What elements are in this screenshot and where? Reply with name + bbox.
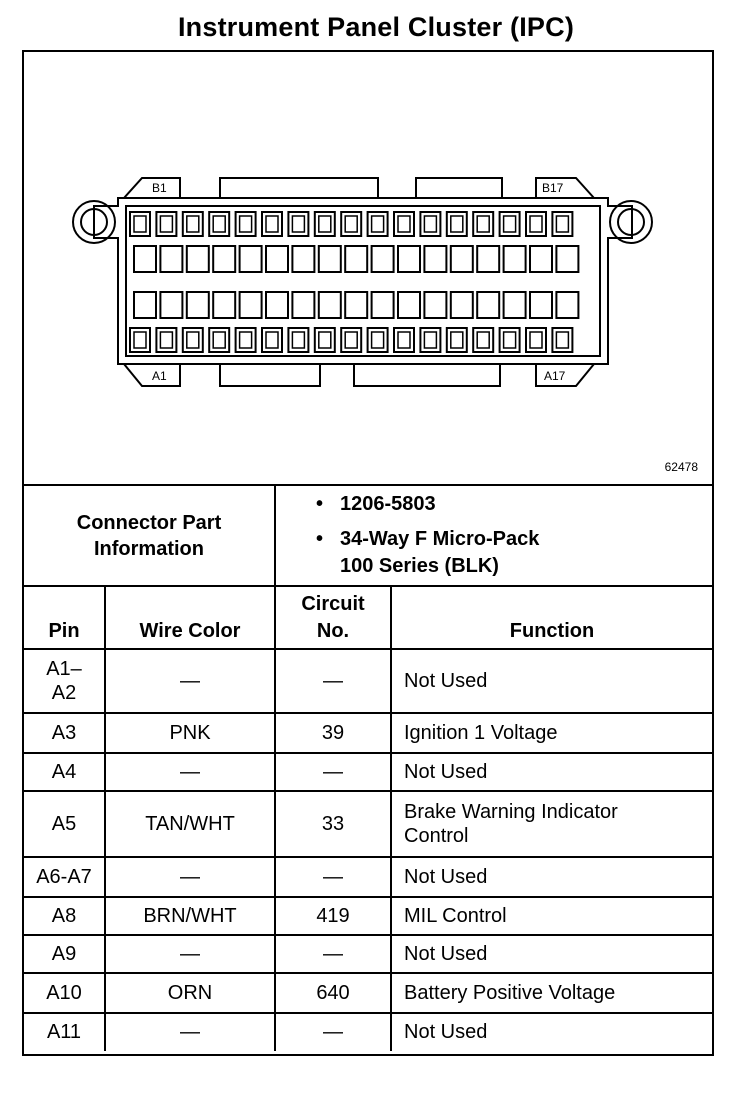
wire-color-cell: — [180, 761, 200, 783]
top-terminal-row-pin-2-contact [160, 216, 172, 232]
bottom-cavity-row-pin-2 [160, 292, 182, 318]
function-cell [392, 713, 712, 753]
circuit-number-cell: — [323, 943, 343, 965]
bottom-cavity-row-pin-5 [240, 292, 262, 318]
pin-line1: A8 [51, 905, 77, 927]
top-cavity-row-pin-11 [398, 246, 420, 272]
top-cavity-row-pin-14 [477, 246, 499, 272]
top-cavity-row-pin-1 [134, 246, 156, 272]
pin-line1: A3 [51, 722, 77, 744]
top-cavity-row-pin-13 [451, 246, 473, 272]
bottom-cavity-row-pin-10 [372, 292, 394, 318]
connector-body [94, 198, 632, 364]
function-line1: Battery Positive Voltage [404, 982, 616, 1004]
top-terminal-row-pin-16-contact [530, 216, 542, 232]
column-divider [390, 587, 392, 1051]
bottom-cavity-row-pin-12 [424, 292, 446, 318]
figure-number: 62478 [664, 460, 698, 474]
pin-label-b17: B17 [542, 181, 564, 195]
wire-color-cell: TAN/WHT [145, 813, 235, 835]
bottom-cavity-row-pin-7 [292, 292, 314, 318]
connector-tab-bottom-left [220, 364, 320, 386]
function-line1: Brake Warning Indicator [404, 801, 618, 823]
bottom-cavity-row-pin-17 [556, 292, 578, 318]
bottom-terminal-row-pin-8-contact [319, 332, 331, 348]
function-cell [392, 753, 712, 791]
pin-value [46, 981, 82, 1005]
connector-part-info [276, 486, 712, 586]
bottom-cavity-row-pin-4 [213, 292, 235, 318]
bottom-terminal-row-pin-7-contact [292, 332, 304, 348]
top-terminal-row-pin-14-contact [477, 216, 489, 232]
connector-sheet [22, 50, 714, 1056]
connector-inner-body [126, 206, 600, 356]
circuit-number-cell: 39 [321, 722, 345, 744]
pin-line1: A11 [46, 1021, 82, 1043]
page-title: Instrument Panel Cluster (IPC) [177, 12, 575, 42]
circuit-number-cell: — [323, 761, 343, 783]
circuit-number-cell: 419 [316, 905, 350, 927]
header-circuit-line1: Circuit [301, 593, 365, 615]
wire-color-cell: — [180, 1021, 200, 1043]
bottom-cavity-row-pin-16 [530, 292, 552, 318]
top-terminal-row-pin-4-contact [213, 216, 225, 232]
pin-cell [24, 791, 104, 857]
connector-part-label-line1: Connector Part [76, 512, 222, 534]
pin-line2: A2 [51, 682, 77, 704]
top-cavity-row-pin-16 [530, 246, 552, 272]
pin-cell [24, 897, 104, 935]
top-cavity-row-pin-7 [292, 246, 314, 272]
wire-color-cell: — [180, 866, 200, 888]
table-row [24, 791, 712, 857]
function-cell [392, 935, 712, 973]
header-wire-color: Wire Color [139, 620, 241, 642]
bottom-terminal-row-pin-15-contact [504, 332, 516, 348]
bottom-terminal-row-pin-9-contact [345, 332, 357, 348]
bottom-terminal-row-pin-13-contact [451, 332, 463, 348]
top-cavity-row-pin-3 [187, 246, 209, 272]
function-line1: Not Used [404, 761, 488, 783]
wire-color-cell: ORN [167, 982, 213, 1004]
function-cell [392, 791, 712, 857]
pin-cell [24, 973, 104, 1013]
top-cavity-row-pin-5 [240, 246, 262, 272]
pin-value [36, 865, 92, 889]
bottom-terminal-row-pin-5-contact [240, 332, 252, 348]
pin-value [46, 657, 82, 705]
connector-description-line2: 100 Series (BLK) [340, 555, 499, 577]
bottom-cavity-row-pin-13 [451, 292, 473, 318]
header-pin: Pin [48, 620, 80, 642]
pin-cell [24, 1013, 104, 1051]
bottom-terminal-row-pin-3-contact [187, 332, 199, 348]
function-line1: Not Used [404, 866, 488, 888]
function-value [404, 760, 487, 784]
table-row [24, 1013, 712, 1051]
pin-value [52, 760, 76, 784]
function-value [404, 865, 487, 889]
top-cavity-row-pin-4 [213, 246, 235, 272]
pin-label-a1: A1 [152, 369, 167, 383]
wire-color-cell: — [180, 670, 200, 692]
bottom-cavity-row-pin-1 [134, 292, 156, 318]
top-terminal-row-pin-5-contact [240, 216, 252, 232]
circuit-number-cell: 33 [321, 813, 345, 835]
top-terminal-row-pin-12-contact [424, 216, 436, 232]
function-value [404, 904, 507, 928]
top-terminal-row-pin-9-contact [345, 216, 357, 232]
header-circuit-line2: No. [316, 620, 350, 642]
connector-tab-top-left [220, 178, 378, 198]
top-terminal-row-pin-3-contact [187, 216, 199, 232]
bottom-terminal-row-pin-10-contact [372, 332, 384, 348]
pin-line1: A6-A7 [36, 866, 92, 888]
bottom-terminal-row-pin-17-contact [556, 332, 568, 348]
function-cell [392, 649, 712, 713]
function-line1: Not Used [404, 670, 488, 692]
pin-cell [24, 713, 104, 753]
circuit-number-cell: — [323, 866, 343, 888]
pin-value [47, 1020, 81, 1044]
top-terminal-row-pin-15-contact [504, 216, 516, 232]
function-line1: MIL Control [404, 905, 507, 927]
top-terminal-row-pin-7-contact [292, 216, 304, 232]
pin-cell [24, 857, 104, 897]
top-terminal-row-pin-17-contact [556, 216, 568, 232]
top-cavity-row-pin-17 [556, 246, 578, 272]
connector-tab-bottom-right [354, 364, 500, 386]
function-cell [392, 1013, 712, 1051]
top-terminal-row-pin-10-contact [372, 216, 384, 232]
bottom-cavity-row-pin-6 [266, 292, 288, 318]
pin-cell [24, 935, 104, 973]
bottom-terminal-row-pin-14-contact [477, 332, 489, 348]
pin-value [52, 942, 76, 966]
column-divider [104, 587, 106, 1051]
table-row [24, 753, 712, 791]
top-cavity-row-pin-2 [160, 246, 182, 272]
circuit-number-cell: 640 [316, 982, 350, 1004]
function-line1: Ignition 1 Voltage [404, 722, 558, 744]
bottom-cavity-row-pin-14 [477, 292, 499, 318]
function-value [404, 669, 487, 693]
function-value [404, 942, 487, 966]
function-cell [392, 857, 712, 897]
top-terminal-row-pin-1-contact [134, 216, 146, 232]
part-number: • 1206-5803 [340, 493, 436, 515]
function-value [404, 1020, 487, 1044]
table-row [24, 857, 712, 897]
bottom-cavity-row-pin-11 [398, 292, 420, 318]
connector-tab-top-right [416, 178, 502, 198]
pin-line1: A10 [46, 982, 82, 1004]
pin-cell [24, 649, 104, 713]
table-row [24, 649, 712, 713]
bottom-terminal-row-pin-6-contact [266, 332, 278, 348]
table-row [24, 973, 712, 1013]
bottom-cavity-row-pin-15 [504, 292, 526, 318]
pin-value [52, 721, 76, 745]
header-circuit-no [276, 587, 390, 649]
top-terminal-row-pin-13-contact [451, 216, 463, 232]
pin-line1: A4 [51, 761, 77, 783]
wire-color-cell: BRN/WHT [143, 905, 237, 927]
connector-drawing [24, 52, 712, 486]
top-cavity-row-pin-8 [319, 246, 341, 272]
connector-part-label-line2: Information [94, 538, 204, 560]
pin-label-a17: A17 [544, 369, 566, 383]
circuit-number-cell: — [323, 670, 343, 692]
function-value [404, 721, 557, 745]
function-cell [392, 897, 712, 935]
bottom-cavity-row-pin-3 [187, 292, 209, 318]
connector-diagram [24, 52, 712, 486]
bottom-terminal-row-pin-2-contact [160, 332, 172, 348]
wire-color-cell: PNK [169, 722, 211, 744]
bottom-terminal-row-pin-11-contact [398, 332, 410, 348]
function-value [404, 981, 615, 1005]
bottom-terminal-row-pin-1-contact [134, 332, 146, 348]
table-row [24, 935, 712, 973]
connector-description-line1: • 34-Way F Micro-Pack [340, 528, 540, 550]
pin-label-b1: B1 [152, 181, 167, 195]
bottom-terminal-row-pin-4-contact [213, 332, 225, 348]
function-value [404, 800, 618, 848]
function-line2: Control [404, 825, 469, 847]
bottom-cavity-row-pin-9 [345, 292, 367, 318]
pin-value [52, 812, 76, 836]
top-cavity-row-pin-6 [266, 246, 288, 272]
top-cavity-row-pin-12 [424, 246, 446, 272]
circuit-number-cell: — [323, 1021, 343, 1043]
function-line1: Not Used [404, 1021, 488, 1043]
bottom-cavity-row-pin-8 [319, 292, 341, 318]
pin-value [52, 904, 76, 928]
pin-cell [24, 753, 104, 791]
bottom-terminal-row-pin-12-contact [424, 332, 436, 348]
pin-line1: A9 [51, 943, 77, 965]
top-terminal-row-pin-8-contact [319, 216, 331, 232]
top-terminal-row-pin-11-contact [398, 216, 410, 232]
table-row [24, 713, 712, 753]
pin-line1: A5 [51, 813, 77, 835]
table-row [24, 897, 712, 935]
top-cavity-row-pin-10 [372, 246, 394, 272]
function-line1: Not Used [404, 943, 488, 965]
top-cavity-row-pin-15 [504, 246, 526, 272]
pin-line1: A1– [46, 658, 82, 680]
connector-description-item [316, 526, 712, 580]
top-cavity-row-pin-9 [345, 246, 367, 272]
wire-color-cell: — [180, 943, 200, 965]
top-terminal-row-pin-6-contact [266, 216, 278, 232]
column-divider [274, 587, 276, 1051]
header-function: Function [509, 620, 595, 642]
part-number-item [316, 491, 712, 518]
connector-part-label [24, 486, 274, 586]
function-cell [392, 973, 712, 1013]
bottom-terminal-row-pin-16-contact [530, 332, 542, 348]
